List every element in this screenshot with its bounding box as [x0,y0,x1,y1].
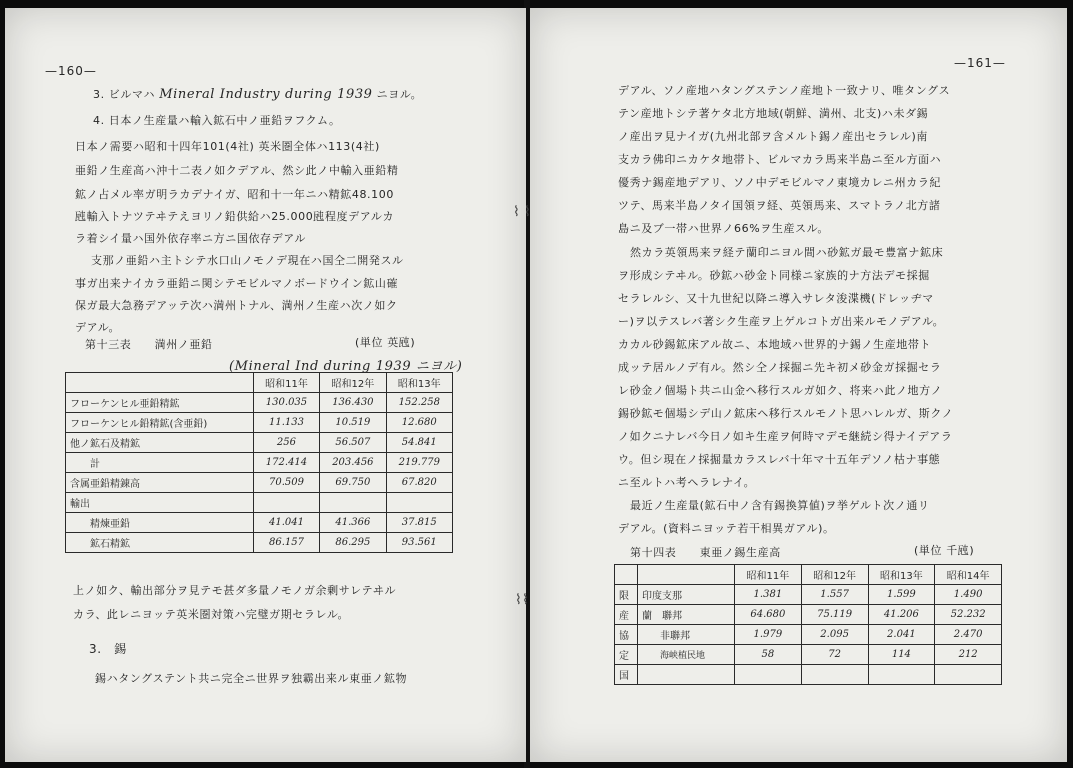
table-cell: 41.041 [253,513,319,533]
text-line: 瓲輸入トナツテヰテえヨリノ鉛供給ハ25.000瓲程度デアルカ [75,210,395,223]
table-header-cell [66,373,254,393]
table-header-row [615,565,1002,585]
table-cell: 70.509 [253,473,319,493]
table-unit: (単位 千瓲) [914,544,975,557]
table-cell: 1.381 [735,585,802,605]
table-cell: 41.206 [868,605,935,625]
text-line: 4. 日本ノ生産量ハ輸入鉱石中ノ亜鉛ヲフクム。 [93,114,341,127]
text-line: ノ如クニナレバ今日ノ如キ生産ヲ何時マデモ継続シ得ナイデアラ [618,430,953,443]
table-cell: 72 [801,645,868,665]
left-page [5,8,526,762]
table-row [615,605,1002,625]
table-13 [65,372,453,553]
text-line: セラレルシ、又十九世紀以降ニ導入サレタ浚渫機(ドレッヂマ [618,292,934,305]
text-line: デアル。 [75,321,121,334]
table-cell [253,493,319,513]
table-cell: 58 [735,645,802,665]
table-cell: 1.490 [935,585,1002,605]
table-cell: 56.507 [320,433,386,453]
table-14 [614,564,1002,685]
table-cell: 非聯邦 [638,625,735,645]
text-line: 錫砂鉱モ個場シデ山ノ鉱床ヘ移行スルモノト思ハレルガ、斯クノ [618,407,954,420]
table-row [66,533,453,553]
table-cell: 219.779 [386,453,452,473]
table-header-cell: 昭和11年 [253,373,319,393]
text-line: レ砂金ノ個場ト共ニ山金ヘ移行スルガ如ク、将来ハ此ノ地方ノ [618,384,943,397]
table-cell: 他ノ鉱石及精鉱 [66,433,254,453]
table-row [66,453,453,473]
table-cell: 41.366 [320,513,386,533]
text-line: ウ。但シ現在ノ採掘量カラスレバ十年マ十五年デソノ枯ナ事態 [618,453,941,466]
text-line: 保ガ最大急務デアッテ次ハ満州トナル、満州ノ生産ハ次ノ如ク [75,299,398,312]
binding-mark: ⌇ [522,592,529,608]
text-line: ラ着シイ量ハ国外依存率ニ方ニ国依存デアル [75,232,307,245]
table-header-cell: 昭和14年 [935,565,1002,585]
table-row [66,513,453,533]
table-row [66,433,453,453]
table-cell: 2.041 [868,625,935,645]
text-line: ニ至ルトハ考ヘラレナイ。 [618,476,756,489]
table-cell: 69.750 [320,473,386,493]
table-header-row [66,373,453,393]
table-cell [638,665,735,685]
table-cell: 1.557 [801,585,868,605]
text-line: 亜鉛ノ生産高ハ沖十二表ノ如クデアル、然シ此ノ中輸入亜鉛精 [75,164,399,177]
table-title: 第十三表 満州ノ亜鉛 [85,338,213,351]
table-cell: 10.519 [320,413,386,433]
binding-mark: ⌇ [524,204,531,220]
page-number: —161— [954,56,1006,70]
table-cell [320,493,386,513]
table-row [66,473,453,493]
side-label: 協 [615,625,638,645]
table-row [66,393,453,413]
table-cell: 1.979 [735,625,802,645]
table-cell [801,665,868,685]
table-cell: 86.157 [253,533,319,553]
table-cell: 印度支那 [638,585,735,605]
text-line: 支那ノ亜鉛ハ主トシテ水口山ノモノデ現在ハ国仝二開発スル [91,254,404,267]
table-header-cell: 昭和13年 [386,373,452,393]
table-row [615,585,1002,605]
text-line: ー)ヲ以テスレバ著シク生産ヲ上ゲルコトガ出来ルモノデアル。 [618,315,945,328]
table-cell: フローケンヒル亜鉛精鉱 [66,393,254,413]
table-cell: 75.119 [801,605,868,625]
table-cell: 精煉亜鉛 [66,513,254,533]
text-line: デアル、ソノ産地ハタングステンノ産地ト一致ナリ、唯タングス [618,84,951,97]
text-line: 優秀ナ錫産地デアリ、ソノ中デモビルマノ東境カレニ州カラ紀 [618,176,942,189]
table-cell: 136.430 [320,393,386,413]
table-cell: 海峡植民地 [638,645,735,665]
table-cell: 172.414 [253,453,319,473]
side-label: 定 [615,645,638,665]
text-line: 支カラ佛印ニカケタ地帯ト、ビルマカラ馬来半島ニ至ル方面ハ [618,153,942,166]
table-cell: フローケンヒル鉛精鉱(含亜鉛) [66,413,254,433]
text-line: ヲ形成シテヰル。砂鉱ハ砂金ト同様ニ家族的ナ方法デモ採掘 [618,269,930,282]
text-line: 最近ノ生産量(鉱石中ノ含有錫換算値)ヲ挙ゲルト次ノ通リ [630,499,930,512]
table-cell: 輸出 [66,493,254,513]
table-cell [735,665,802,685]
table-cell: 64.680 [735,605,802,625]
right-page [522,8,1067,762]
table-row [615,645,1002,665]
table-cell [868,665,935,685]
table-cell: 蘭 聯邦 [638,605,735,625]
table-cell [935,665,1002,685]
table-source: (Mineral Ind during 1939 ニヨル) [229,359,463,374]
table-cell: 計 [66,453,254,473]
table-row [66,493,453,513]
text-line: ノ産出ヲ見ナイガ(九州北部ヲ含メルト錫ノ産出セラレル)南 [618,130,929,143]
text-line: 事ガ出来ナイカラ亜鉛ニ関シテモビルマノボードウイン鉱山確 [75,277,399,290]
table-cell: 52.232 [935,605,1002,625]
table-cell: 12.680 [386,413,452,433]
table-header-cell [638,565,735,585]
table-cell: 130.035 [253,393,319,413]
table-cell: 67.820 [386,473,452,493]
table-row [615,665,1002,685]
table-cell: 含属亜鉛精錬高 [66,473,254,493]
side-label: 国 [615,665,638,685]
table-cell: 114 [868,645,935,665]
side-label: 産 [615,605,638,625]
table-cell: 鉱石精鉱 [66,533,254,553]
table-row [66,413,453,433]
binding-mark: ⌇ [515,592,522,608]
text-line: カラ、此レニヨッテ英米圏対策ハ完璧ガ期セラレル。 [73,608,350,621]
table-header-cell: 昭和12年 [801,565,868,585]
binding-mark: ⌇ [513,204,520,220]
table-cell: 54.841 [386,433,452,453]
table-cell: 86.295 [320,533,386,553]
text-line: 上ノ如ク、輸出部分ヲ見テモ甚ダ多量ノモノガ余剰サレテヰル [73,584,397,597]
page-number: —160— [45,64,97,78]
table-title: 第十四表 東亜ノ錫生産高 [630,546,781,559]
table-header-cell: 昭和11年 [735,565,802,585]
section-heading: 3. 錫 [89,642,127,656]
text-line: 3. ビルマハ Mineral Industry during 1939 ニヨル。 [93,87,423,102]
table-row [615,625,1002,645]
text-line: カカル砂錫鉱床アル故ニ、本地域ハ世界的ナ錫ノ生産地帯ト [618,338,932,351]
table-cell: 93.561 [386,533,452,553]
text-line: 島ニ及ブ一帯ハ世界ノ66%ヲ生産スル。 [618,222,829,235]
table-cell: 1.599 [868,585,935,605]
table-cell: 11.133 [253,413,319,433]
table-cell: 2.470 [935,625,1002,645]
table-cell: 37.815 [386,513,452,533]
text-line: 日本ノ需要ハ昭和十四年101(4社) 英米圏全体ハ113(4社) [75,140,380,153]
table-cell [386,493,452,513]
table-unit: (単位 英瓲) [355,336,416,349]
table-header-cell [615,565,638,585]
table-cell: 152.258 [386,393,452,413]
text-line: テン産地トシテ著ケタ北方地域(朝鮮、満州、北支)ハ未ダ錫 [618,107,929,120]
side-label: 限 [615,585,638,605]
text-line: 鉱ノ占メル率ガ明ラカデナイガ、昭和十一年ニハ精鉱48.100 [75,188,394,201]
handwritten-source: Mineral Industry during 1939 [159,87,373,102]
table-header-cell: 昭和12年 [320,373,386,393]
table-cell: 203.456 [320,453,386,473]
text-line: ツテ、馬来半島ノタイ国領ヲ経、英領馬来、スマトラノ北方諸 [618,199,941,212]
text-line: 然カラ英領馬来ヲ経テ蘭印ニヨル間ハ砂鉱ガ最モ豊富ナ鉱床 [630,246,944,259]
text-line: 錫ハタングステント共ニ完全ニ世界ヲ独霸出来ル東亜ノ鉱物 [95,672,408,685]
table-cell: 2.095 [801,625,868,645]
text-line: デアル。(資料ニヨッテ若干相異ガアル)。 [618,522,835,535]
table-cell: 256 [253,433,319,453]
table-header-cell: 昭和13年 [868,565,935,585]
text-line: 成ッテ居ルノデ有ル。然シ仝ノ採掘ニ先キ初メ砂金ガ採掘セラ [618,361,942,374]
table-cell: 212 [935,645,1002,665]
